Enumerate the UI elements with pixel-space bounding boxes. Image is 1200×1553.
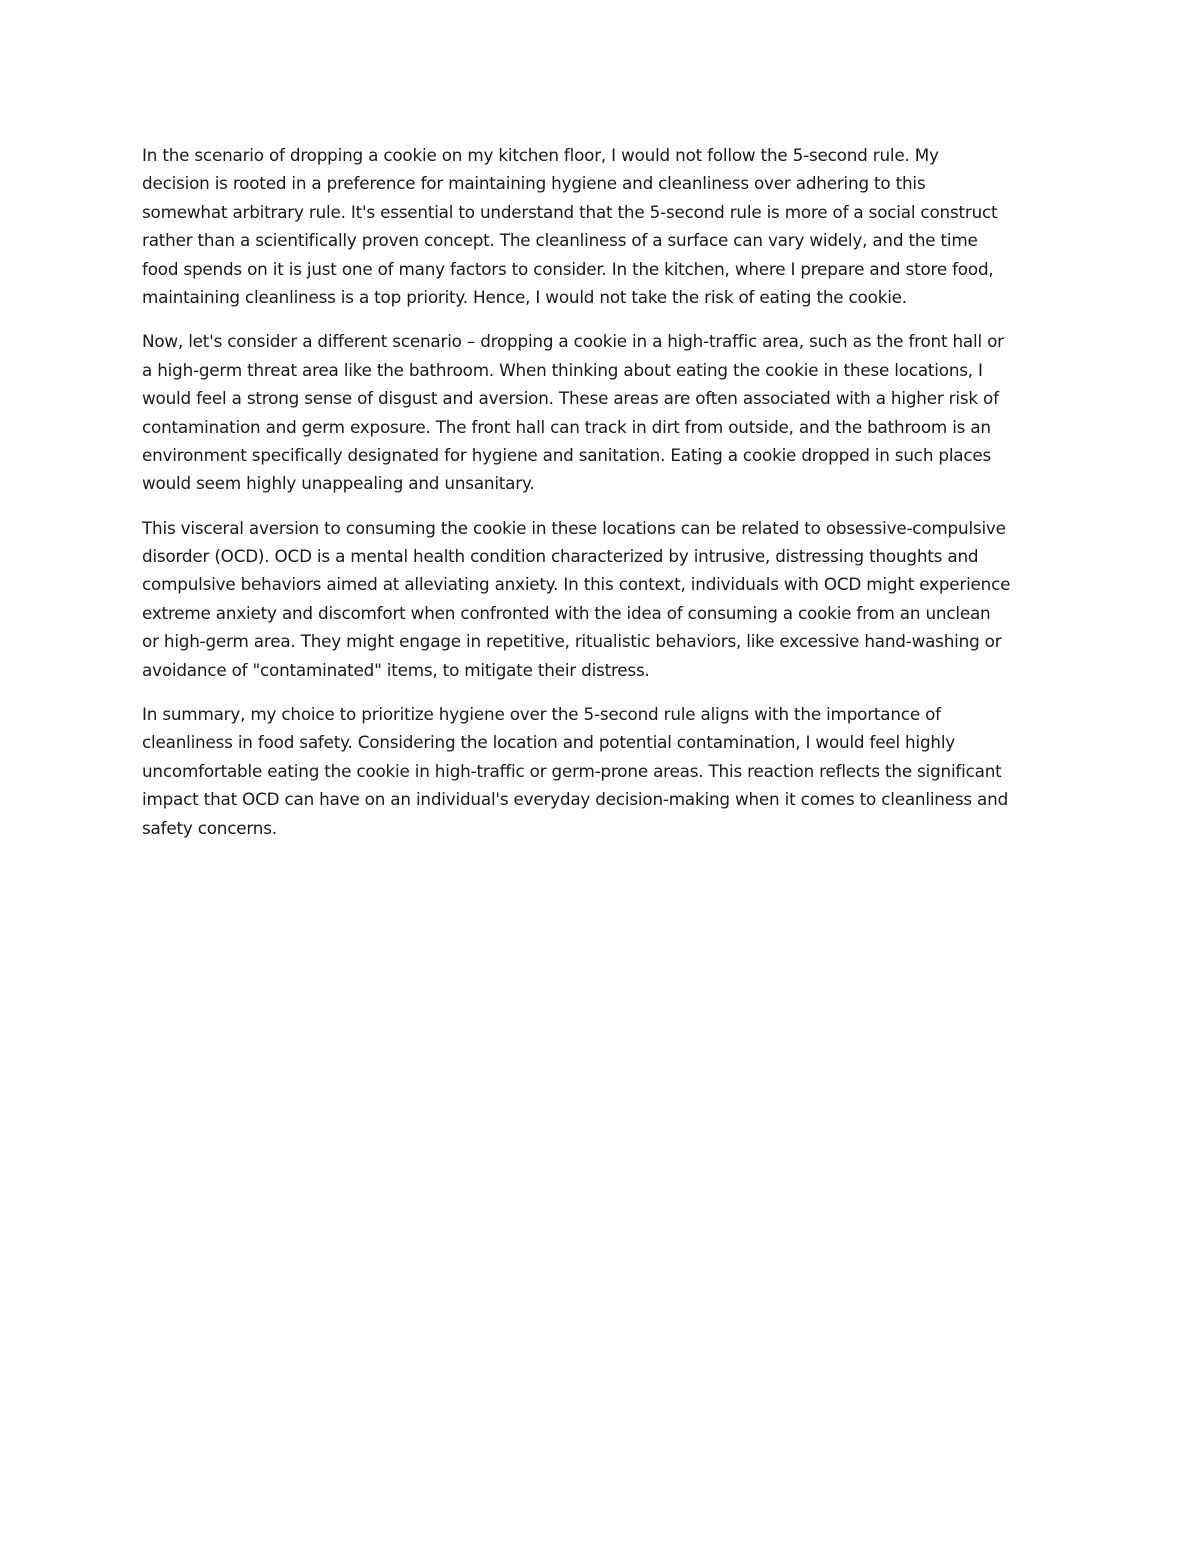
text-line: would seem highly unappealing and unsanitary. bbox=[142, 473, 535, 494]
text-line: rather than a scientifically proven concept. The cleanliness of a surface can vary widely, and the time bbox=[142, 230, 978, 251]
text-line: safety concerns. bbox=[142, 817, 277, 838]
paragraph-4 bbox=[142, 700, 1067, 842]
text-line: In the scenario of dropping a cookie on my kitchen floor, I would not follow the 5-second rule. My bbox=[142, 145, 939, 165]
text-line: Now, let's consider a different scenario – dropping a cookie in a high-traffic area, such as the front hall or bbox=[142, 331, 1004, 352]
text-line: somewhat arbitrary rule. It's essential to understand that the 5-second rule is more of a social construct bbox=[142, 201, 998, 222]
text-line: avoidance of "contaminated" items, to mitigate their distress. bbox=[142, 659, 650, 680]
paragraph-3 bbox=[142, 514, 1067, 684]
paragraph-2 bbox=[142, 327, 1067, 497]
text-line: compulsive behaviors aimed at alleviating anxiety. In this context, individuals with OCD might experience bbox=[142, 574, 1011, 595]
text-line: uncomfortable eating the cookie in high-traffic or germ-prone areas. This reaction reflects the significant bbox=[142, 760, 1002, 781]
text-line: or high-germ area. They might engage in repetitive, ritualistic behaviors, like excessive hand-washing or bbox=[142, 631, 1002, 652]
text-line: maintaining cleanliness is a top priority. Hence, I would not take the risk of eating the cookie. bbox=[142, 286, 907, 307]
text-line: cleanliness in food safety. Considering the location and potential contamination, I would feel highly bbox=[142, 732, 956, 753]
text-line: would feel a strong sense of disgust and aversion. These areas are often associated with a higher risk of bbox=[142, 388, 999, 409]
text-line: extreme anxiety and discomfort when confronted with the idea of consuming a cookie from an unclean bbox=[142, 602, 991, 623]
text-line: In summary, my choice to prioritize hygiene over the 5-second rule aligns with the importance of bbox=[142, 704, 941, 725]
paragraph-1 bbox=[142, 141, 1067, 311]
text-line: decision is rooted in a preference for maintaining hygiene and cleanliness over adhering to this bbox=[142, 173, 926, 194]
text-line: food spends on it is just one of many factors to consider. In the kitchen, where I prepare and store food, bbox=[142, 258, 994, 279]
text-line: a high-germ threat area like the bathroom. When thinking about eating the cookie in these locations, I bbox=[142, 359, 983, 380]
text-line: contamination and germ exposure. The front hall can track in dirt from outside, and the bathroom is an bbox=[142, 416, 991, 437]
document-body bbox=[142, 141, 1067, 858]
text-line: impact that OCD can have on an individual's everyday decision-making when it comes to cleanliness and bbox=[142, 789, 1009, 810]
text-line: This visceral aversion to consuming the cookie in these locations can be related to obsessive-compulsive bbox=[142, 517, 1006, 538]
text-line: environment specifically designated for hygiene and sanitation. Eating a cookie dropped in such places bbox=[142, 444, 992, 465]
text-line: disorder (OCD). OCD is a mental health condition characterized by intrusive, distressing thoughts and bbox=[142, 546, 979, 567]
